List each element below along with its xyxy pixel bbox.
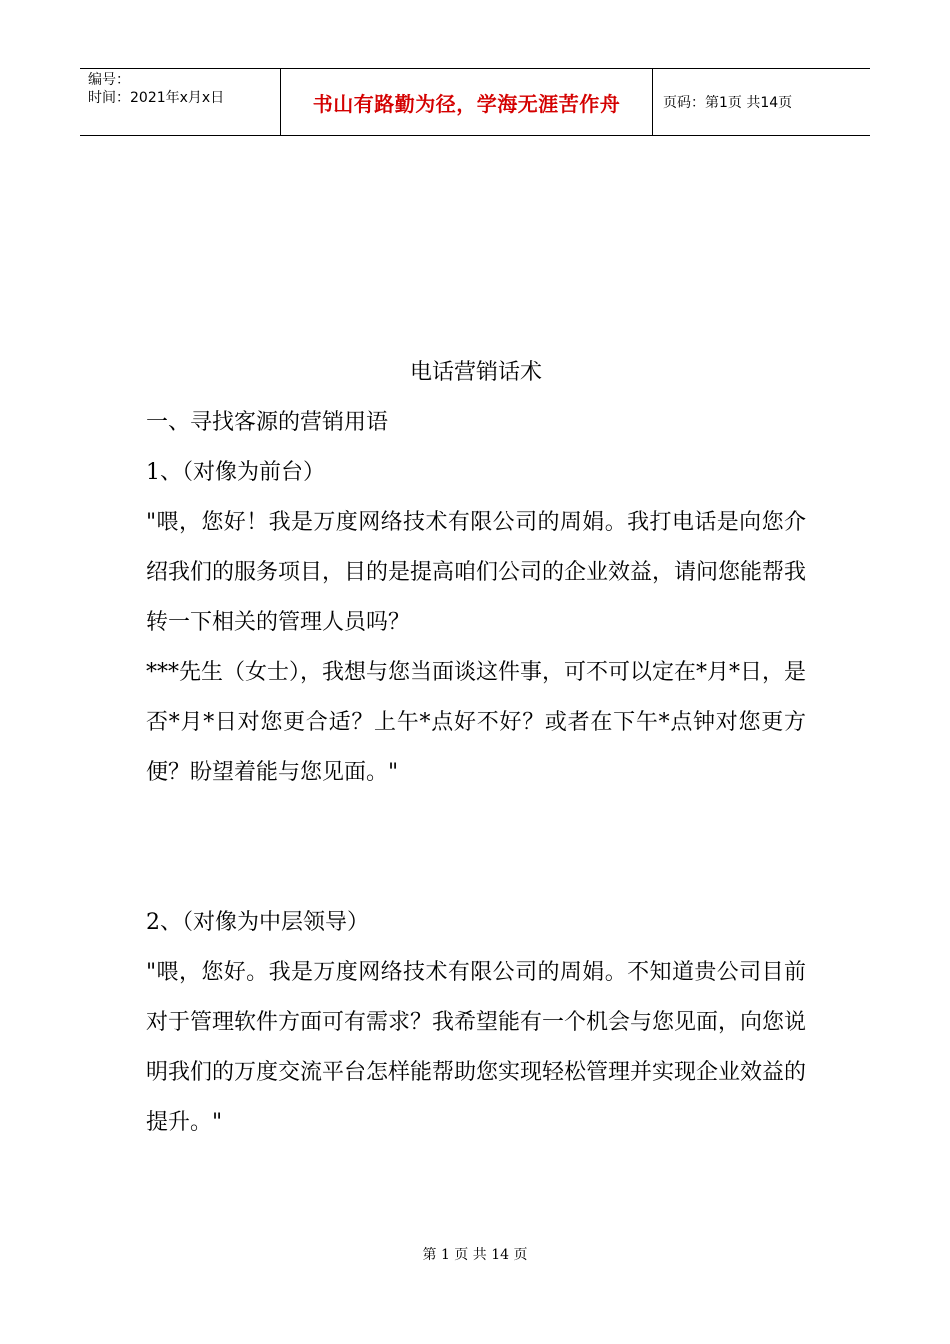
document-title: 电话营销话术 <box>409 360 542 385</box>
item2-paragraph-1: "喂，您好。我是万度网络技术有限公司的周娟。不知道贵公司目前对于管理软件方面可有需求？我希望能有一个机会与您见面，向您说明我们的万度交流平台怎样能帮助您实现轻松管理并实现企业效益的提升。" <box>146 960 807 1135</box>
serial-number-label: 编号： <box>88 72 130 88</box>
document-header <box>80 68 870 136</box>
page-footer: 第 1 页 共 14 页 <box>422 1247 528 1263</box>
document-body <box>146 348 806 1148</box>
item2-heading: 2、（对像为中层领导） <box>146 910 369 935</box>
item1-paragraph-1: "喂，您好！我是万度网络技术有限公司的周娟。我打电话是向您介绍我们的服务项目，目的是提高咱们公司的企业效益，请问您能帮我转一下相关的管理人员吗？ <box>146 510 807 635</box>
header-meta <box>80 69 281 135</box>
spacer <box>146 798 806 898</box>
time-label: 时间：2021年x月x日 <box>88 90 225 106</box>
item1-heading: 1、（对像为前台） <box>146 460 325 485</box>
header-motto: 书山有路勤为径，学海无涯苦作舟 <box>281 69 653 135</box>
item1-paragraph-2: ***先生（女士），我想与您当面谈这件事，可不可以定在*月*日，是否*月*日对您更合适？上午*点好不好？或者在下午*点钟对您更方便？盼望着能与您见面。" <box>146 660 807 785</box>
header-page-info: 页码：第1页 共14页 <box>663 95 793 111</box>
section-heading: 一、寻找客源的营销用语 <box>146 410 389 435</box>
